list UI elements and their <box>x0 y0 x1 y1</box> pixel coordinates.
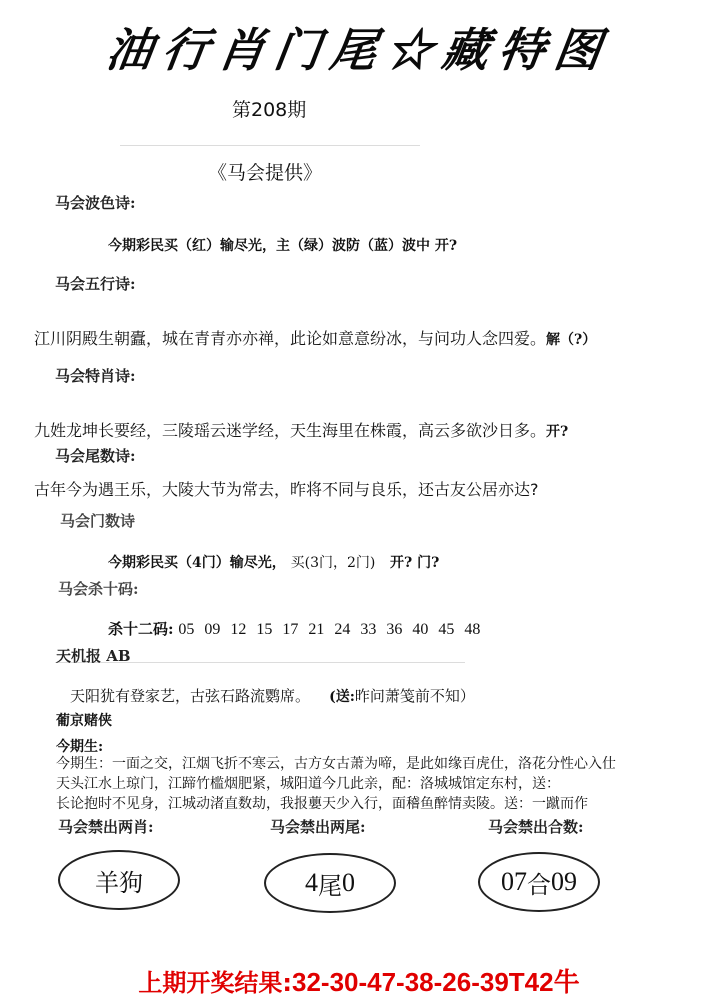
wave-poem-text <box>108 235 457 255</box>
ban-tail-num-a: 4 <box>305 868 318 897</box>
five-elements-label: 马会五行诗: <box>55 275 136 293</box>
jinqi-line-1: 今期生：一面之交，江烟飞折不寒云，古方女古萧为啼，是此如缘百虎仕，洛花分性心入仕 <box>56 756 616 772</box>
tianji-label: 天机报 AB <box>56 647 131 665</box>
tail-poem-label: 马会尾数诗: <box>55 447 136 465</box>
ban-zodiac-label: 马会禁出两肖: <box>58 818 154 836</box>
tianji-hint-text: 昨问萧笺前不知） <box>354 687 475 705</box>
jinqi-line-3: 长论抱时不见身，江城动渚直数劫，我报蘡天少入行，面稽鱼醉情卖陵。送：一蹴而作 <box>56 796 588 812</box>
ban-combo-label: 马会禁出合数: <box>488 818 584 836</box>
kill-twelve <box>108 618 480 639</box>
jinqi-label: 今期生: <box>56 739 104 755</box>
issue-number: 第208期 <box>232 99 307 121</box>
ban-tail-label: 马会禁出两尾: <box>270 818 366 836</box>
provider-label: 《马会提供》 <box>208 162 323 184</box>
zodiac-poem <box>34 418 568 441</box>
door-body: 今期彩民买（4门）输尽光， <box>108 555 286 571</box>
tail-poem: 古年今为遇王乐，大陵大节为常去，昨将不同与良乐，还古友公居亦达? <box>34 480 539 499</box>
last-draw-result <box>0 962 718 999</box>
wave-poem-label: 马会波色诗: <box>55 194 136 212</box>
door-choice: 买(3门，2门) <box>290 555 376 571</box>
tianji-body: 天阳犹有登家艺，古弦石路流鹦席。 <box>70 687 311 705</box>
scan-line <box>120 145 420 146</box>
result-numbers: 32-30-47-38-26-39T42牛 <box>291 967 580 997</box>
ban-zodiac-value: 羊狗 <box>95 868 143 897</box>
page-title: 油行肖门尾☆藏特图 <box>102 23 615 77</box>
five-elements-body: 江川阴殿生朝蠹，城在青青亦亦禅，此论如意意纷冰，与问功人念四爱。 <box>34 329 547 348</box>
five-elements-poem <box>34 326 596 349</box>
zodiac-hint: 开? <box>546 424 569 440</box>
ban-combo-num-b: 09 <box>551 867 577 896</box>
ban-combo-ellipse <box>478 852 600 912</box>
zodiac-body: 九姓龙坤长要经，三陵瑶云迷学经，天生海里在株霞，高云多欲沙日多。 <box>34 421 547 440</box>
pujing-label: 葡京赌侠 <box>56 713 112 729</box>
wave-poem-body: 今期彩民买（红）输尽光，主（绿）波防（蓝）波中 <box>108 238 430 254</box>
tianji-hint-label: (送: <box>329 689 355 705</box>
ban-tail-word: 尾 <box>318 871 342 900</box>
door-poem-text <box>108 552 439 572</box>
result-label: 上期开奖结果: <box>138 969 292 997</box>
kill-label: 马会杀十码: <box>58 580 139 598</box>
kill-twelve-prefix: 杀十二码: <box>108 620 174 638</box>
kill-twelve-numbers: 05 09 12 15 17 21 24 33 36 40 45 48 <box>178 621 481 638</box>
ban-combo-word: 合 <box>527 870 551 899</box>
five-elements-hint: 解（?） <box>546 332 597 348</box>
ban-zodiac-ellipse <box>58 850 180 910</box>
wave-poem-hint: 开? <box>434 238 458 254</box>
door-poem-label: 马会门数诗 <box>60 512 136 530</box>
ban-tail-num-b: 0 <box>342 868 355 897</box>
ban-tail-ellipse <box>264 853 396 913</box>
ban-combo-num-a: 07 <box>501 867 527 896</box>
door-hint: 开? 门? <box>390 555 440 571</box>
jinqi-line-2: 天头江水上琼门，江蹄竹槛烟肥紧，城阳道今几此亲，配：洛城城馆定东村，送： <box>56 776 560 792</box>
tianji-text <box>70 685 475 706</box>
zodiac-poem-label: 马会特肖诗: <box>55 367 136 385</box>
